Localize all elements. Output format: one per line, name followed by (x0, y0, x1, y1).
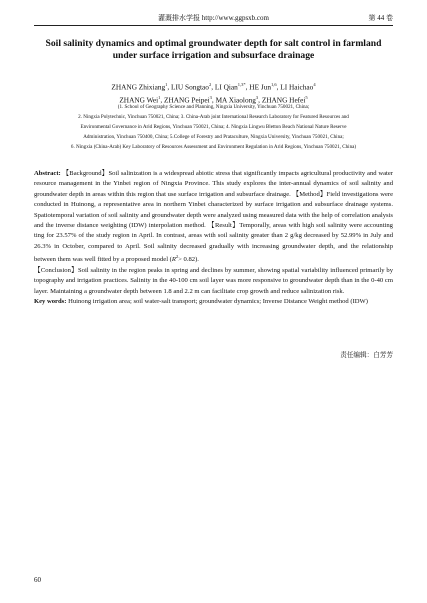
author-affiliation-mark: 3 (209, 95, 212, 101)
author-affiliation-mark: 1,6 (271, 82, 277, 87)
title-line-1: Soil salinity dynamics and optimal groundwater depth for salt control in farmland (45, 38, 382, 49)
author-line-1: ZHANG Zhixiang$^1$, LIU Songtao$^2$, LI Qian$^{1,3*}$, HE Jun$^{1,6}$, LI Haichao$^4$ (111, 82, 316, 92)
keywords-text: Huinong irrigation area; soil water-salt transport; groundwater dynamics; Inverse Distance Weight method (IDW) (68, 298, 368, 306)
affiliations (38, 102, 389, 152)
author-affiliation-mark: 5 (305, 95, 308, 101)
affiliation-line: 6. Ningxia (China-Arab) Key Laboratory of Resources Assessment and Environment Regulation in Arid Regions, Yinchuan 750021, China) (70, 144, 357, 151)
volume-label: 第 44 卷 (368, 14, 393, 22)
result-label: 【Result】 (207, 222, 240, 230)
method-label: 【Method】 (292, 190, 327, 198)
abstract-block (34, 169, 393, 307)
author-affiliation-mark: 2 (208, 82, 212, 87)
affiliation-line: 2. Ningxia Polytechnic, Yinchuan 750021, China; 3. China-Arab joint International Research Laboratory for Featured Resources and (78, 114, 349, 121)
result-text-end: > 0.82). (178, 256, 199, 264)
author-affiliation-mark: 1,3* (237, 82, 246, 87)
r-squared-exponent: 2 (175, 254, 179, 260)
author-name: LIU Songtao (171, 82, 209, 92)
author-name: LI Qian (214, 82, 238, 92)
title-line-2: under surface irrigation and subsurface drainage (112, 50, 315, 62)
author-name: MA Xiaolong (215, 95, 256, 105)
author-name: ZHANG Wei (119, 95, 159, 105)
conclusion-text: Soil salinity in the region peaks in spring and declines by summer, showing spatial variability influenced primarily by topography and irrigation practices. Salinity in the 40-100 cm soil layer was more responsive to groundwater depth than in the 0-40 cm layer. Maintaining a groundwater depth between 1.8 and 2.2 m can facilitate crop growth and reduce salinization risk. (34, 266, 393, 295)
background-label: 【Background】 (62, 170, 109, 177)
responsible-editor: 责任编辑：白芳芳 (340, 352, 393, 359)
article-title (34, 38, 393, 63)
author-affiliation-mark: 1 (165, 82, 168, 87)
keywords-label: Key words: (34, 298, 67, 306)
author-affiliation-mark: 1 (158, 95, 161, 101)
r-squared-symbol: R (171, 256, 176, 264)
author-affiliation-mark: 3 (255, 95, 259, 101)
method-text: Field investigations were conducted in Huinong, a representative area in northern Yinbei characterized by surface irrigation and subsurface drainage systems. Spatiotemporal variation of soil salinity and groundwater depth were analyzed using measured data with the help of correlation analysis and the inverse distance weighting (IDW) interpolation method. (34, 190, 394, 230)
author-line-2: ZHANG Wei$^1$, ZHANG Peipei$^3$, MA Xiaolong$^3$, ZHANG Hefei$^5$ (119, 95, 308, 105)
journal-name: 灌溉排水学报 http://www.ggpsxb.com (158, 14, 269, 22)
author-name: ZHANG Peipei (164, 95, 210, 105)
affiliation-line: (1. School of Geography Science and Planning, Ningxia University, Yinchuan 750021, China; (117, 104, 310, 110)
author-affiliation-mark: 4 (313, 82, 316, 87)
author-name: HE Jun (249, 82, 271, 92)
running-header (34, 13, 393, 26)
page-number: 60 (34, 576, 41, 584)
author-name: LI Haichao (280, 82, 314, 92)
author-name: ZHANG Zhixiang (111, 82, 166, 92)
affiliation-line: Administration, Yinchuan 750400, China; 5.College of Forestry and Prataculture, Ningxia University, Yinchuan 750021, China; (83, 134, 344, 141)
background-text: Soil salinization is a widespread abiotic stress that significantly impacts agricultural productivity and water resource management in the Yinbei region of Ningxia Province. This study explores the inter-annual dynamics of soil salinity and groundwater depth in areas within this region that use surface irrigation and subsurface drainage. (34, 170, 393, 198)
conclusion-label: 【Conclusion】 (34, 266, 78, 274)
result-text: Temporally, areas with high soil salinity were accounting ting for 23.57% of the study region in April. In contrast, areas with soil salinity greater than 2 g/kg decreased by 52.99% in July and 26.3% in October, compared to April. Soil salinity decreased gradually with increasing groundwater depth, and the relationship between them was well fitted by a proposed model ( (34, 222, 393, 264)
abstract-label: Abstract: (34, 170, 61, 177)
affiliation-line: Environmental Governance in Arid Regions, Yinchuan 750021, China; 4. Ningxia Lingwu Bletton Beach National Nature Reserve (80, 124, 347, 131)
author-name: ZHANG Hefei (261, 95, 306, 105)
